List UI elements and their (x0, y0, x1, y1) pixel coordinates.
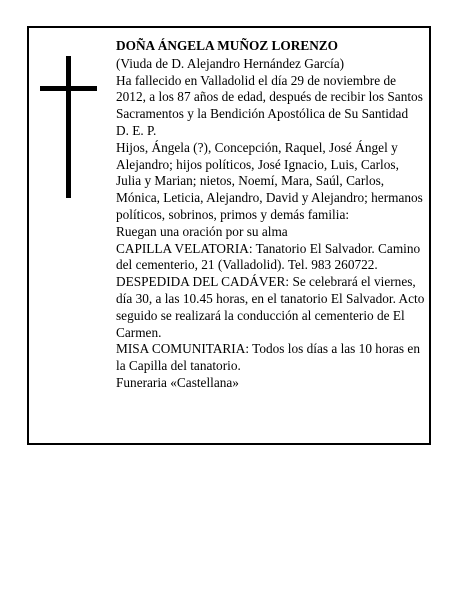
deceased-name: DOÑA ÁNGELA MUÑOZ LORENZO (116, 38, 339, 53)
funeral-home: Funeraria «Castellana» (116, 374, 239, 390)
death-announcement: Ha fallecido en Valladolid el día 29 de noviembre de 2012, a los 87 años de edad, después de recibir los Santos Sacramentos y la Bendición Apostólica de Su Santidad (116, 72, 423, 122)
chapel-details: Tanatorio El Salvador. Camino del cementerio, 21 (Valladolid). Tel. 983 260722. (116, 240, 421, 273)
farewell-label: DESPEDIDA DEL CADÁVER: (116, 274, 290, 290)
mass-label: MISA COMUNITARIA: (116, 341, 250, 357)
family-list: Hijos, Ángela (?), Concepción, Raquel, José Ángel y Alejandro; hijos políticos, José Ignacio, Luis, Carlos, Julia y Marian; nietos, Noemí, Mara, Saúl, Carlos, Mónica, Leticia, Alejandro, David y Alejandro; hermanos políticos, sobrinos, primos y demás familia: (116, 139, 423, 222)
obituary-notice (27, 26, 431, 445)
obituary-text (116, 38, 426, 392)
cross-horizontal-bar (40, 86, 97, 91)
mass-details: Todos los días a las 10 horas en la Capilla del tanatorio. (116, 341, 420, 374)
rip-line: D. E. P. (116, 122, 157, 138)
chapel-info (116, 241, 426, 275)
farewell-details: Se celebrará el viernes, día 30, a las 10.45 horas, en el tanatorio El Salvador. Acto seguido se realizará la conducción al cementerio de El Carmen. (116, 274, 425, 340)
chapel-label: CAPILLA VELATORIA: (116, 240, 253, 256)
mass-info (116, 341, 426, 375)
farewell-info (116, 274, 426, 341)
prayer-request: Ruegan una oración por su alma (116, 223, 288, 239)
widow-of-line: (Viuda de D. Alejandro Hernández García) (116, 55, 345, 71)
cross-vertical-bar (66, 56, 71, 198)
